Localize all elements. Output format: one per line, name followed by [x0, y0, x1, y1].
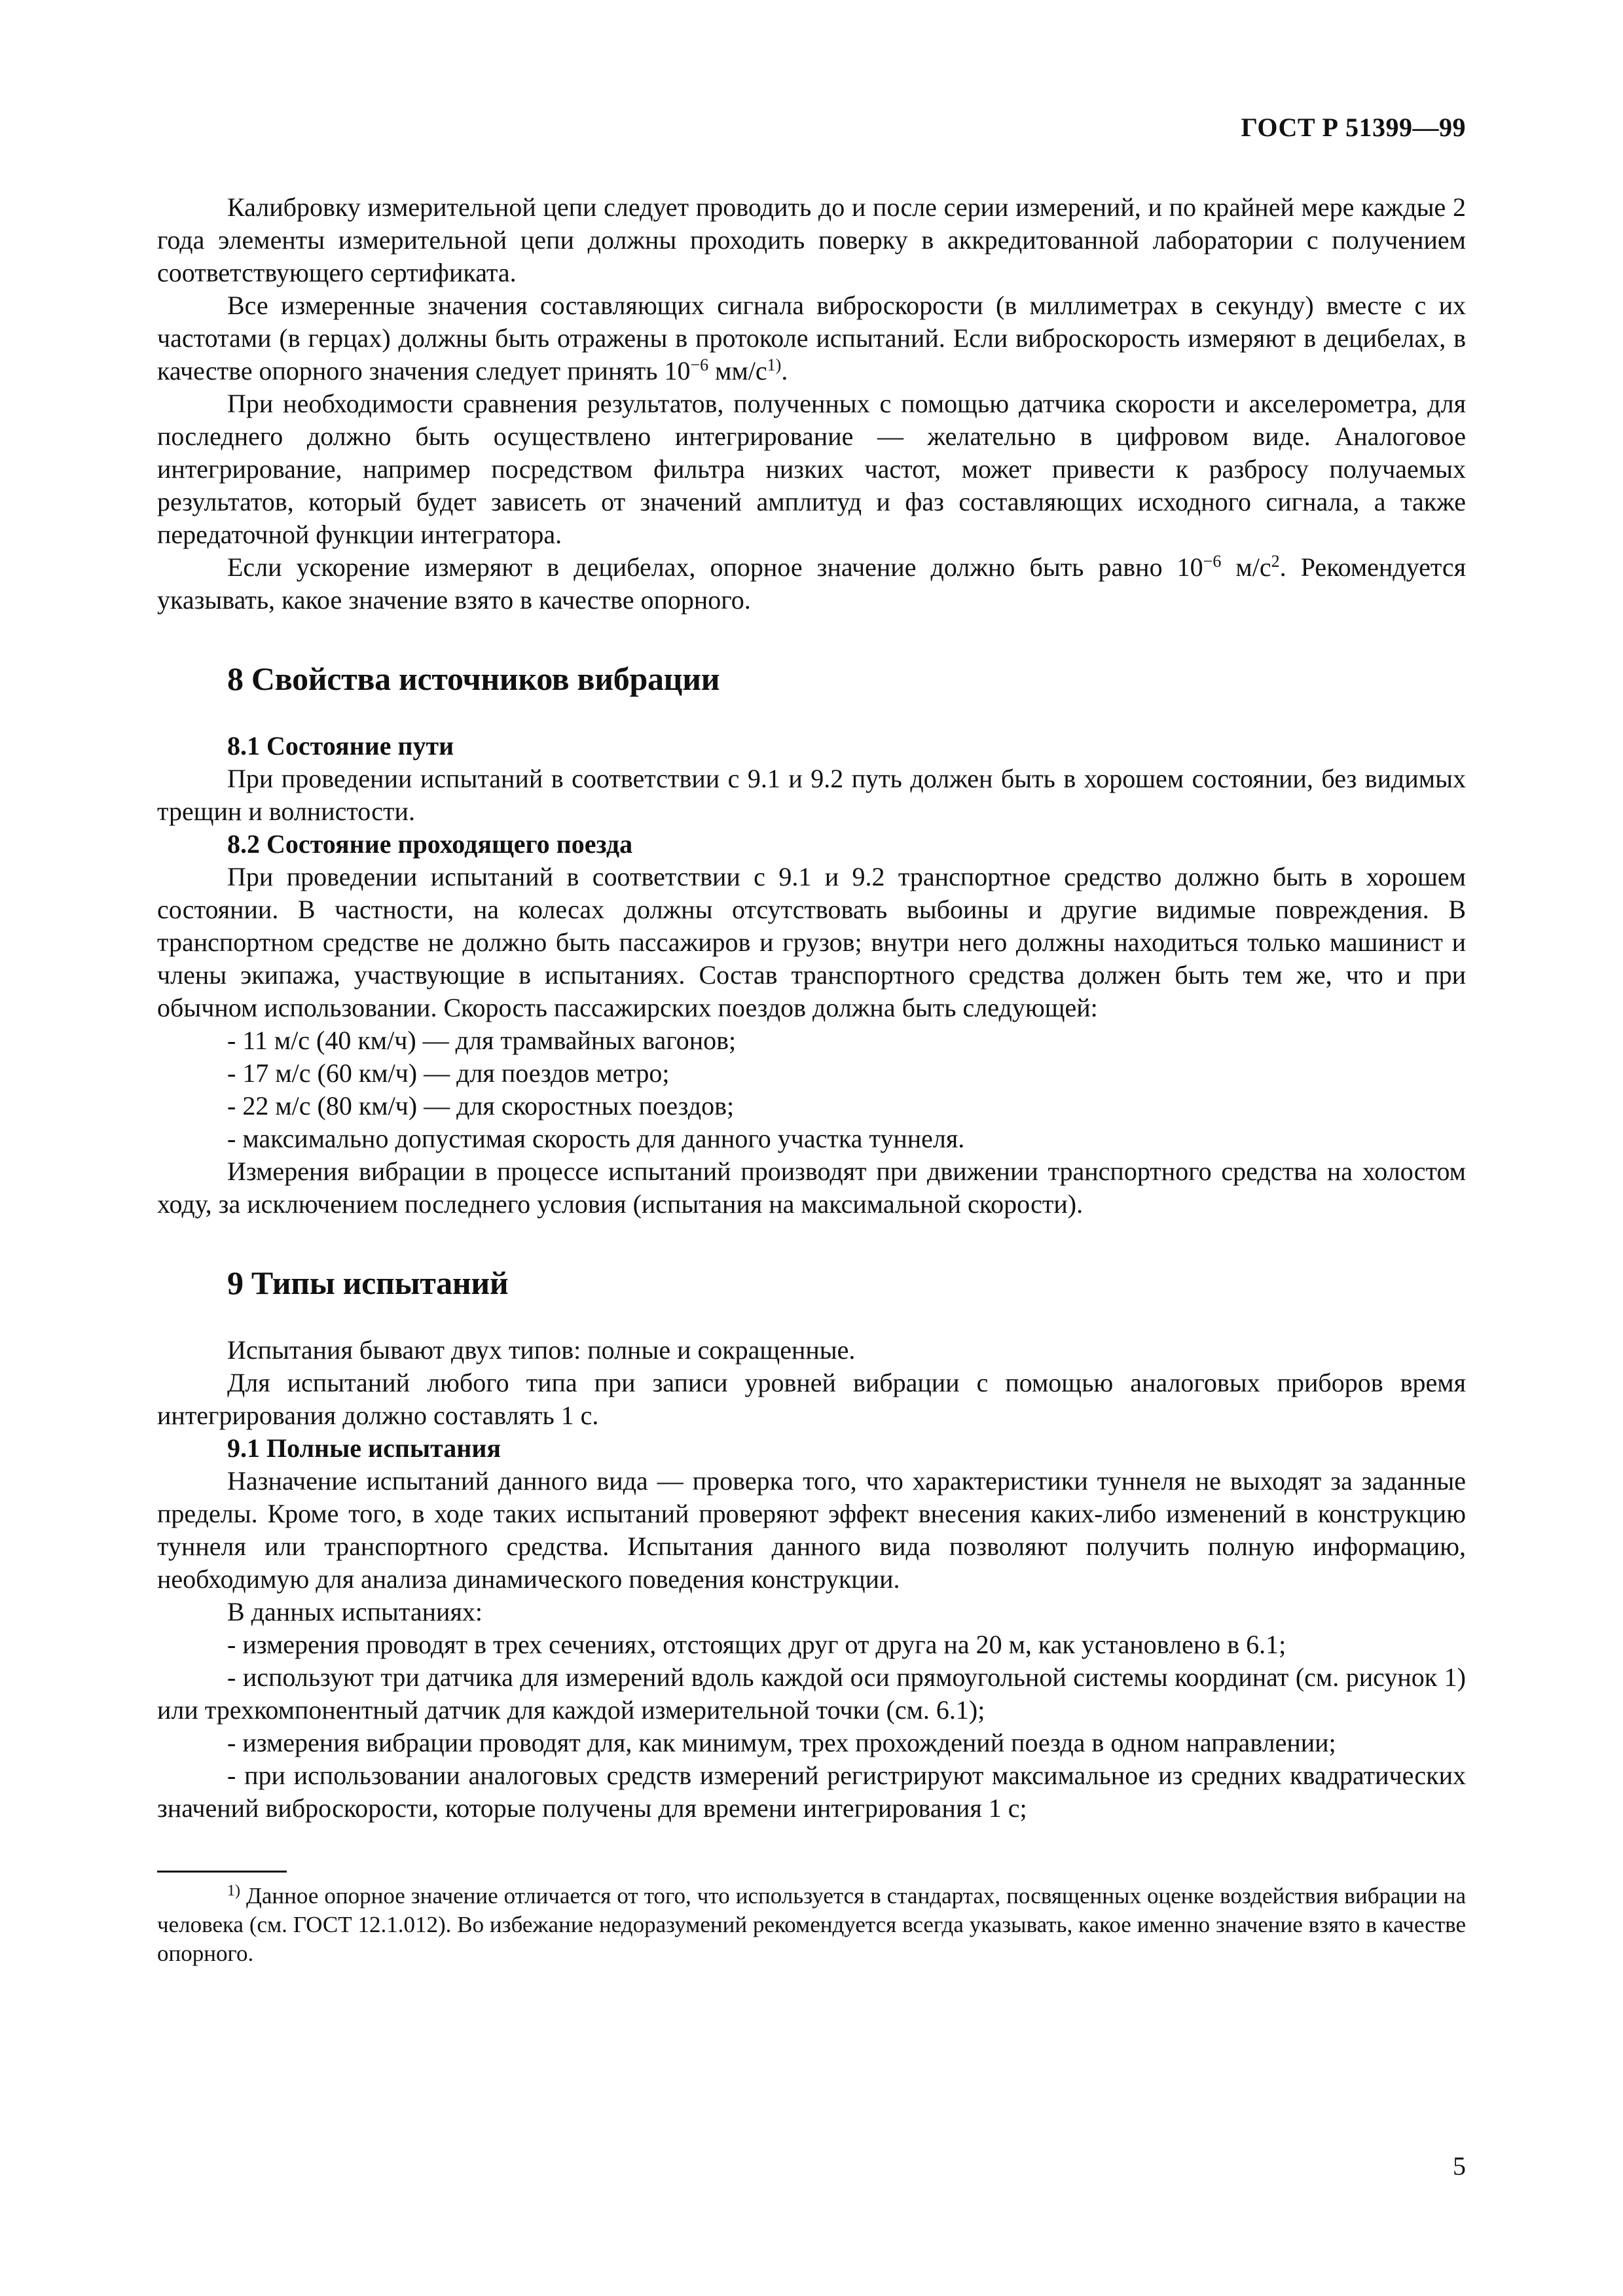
p2-end: .: [781, 356, 788, 386]
intro-paragraph-2: [157, 289, 1466, 387]
p4-text: Если ускорение измеряют в децибелах, опорное значение должно быть равно 10: [227, 552, 1203, 582]
footnote-mark: 1): [227, 1882, 240, 1899]
speed-list-item: - максимально допустимая скорость для данного участка туннеля.: [227, 1124, 965, 1153]
subsection-9-1-lead: В данных испытаниях:: [227, 1597, 483, 1626]
section-9-heading: 9 Типы испытаний: [227, 1265, 509, 1301]
test-list-item: - измерения проводят в трех сечениях, отстоящих друг от друга на 20 м, как установлено в 6.1;: [227, 1630, 1286, 1659]
subsection-8-1-heading: 8.1 Состояние пути: [227, 731, 454, 761]
page-number: 5: [1453, 2151, 1466, 2181]
test-list-item: - при использовании аналоговых средств измерений регистрируют максимальное из средних квадратических значений виброскорости, которые получены для времени интегрирования 1 с;: [157, 1761, 1466, 1823]
speed-list-item: - 11 м/с (40 км/ч) — для трамвайных вагонов;: [227, 1026, 737, 1055]
subsection-8-1-text: При проведении испытаний в соответствии с 9.1 и 9.2 путь должен быть в хорошем состоянии, без видимых трещин и волнистости.: [157, 764, 1466, 826]
intro-paragraph-4: [157, 551, 1466, 617]
subsection-9-1-text: Назначение испытаний данного вида — проверка того, что характеристики туннеля не выходят за заданные пределы. Кроме того, в ходе таких испытаний проверяют эффект внесения каких-либо изменений в конструкцию туннеля или транспортного средства. Испытания данного вида позволяют получить полную информацию, необходимую для анализа динамического поведения конструкции.: [157, 1466, 1466, 1594]
p2-exponent: −6: [690, 355, 709, 374]
intro-paragraph-1: Калибровку измерительной цепи следует проводить до и после серии измерений, и по крайней мере каждые 2 года элементы измерительной цепи должны проходить поверку в аккредитованной лаборатории с получением соответствующего сертификата.: [157, 192, 1466, 287]
test-list-item: - используют три датчика для измерений вдоль каждой оси прямоугольной системы координат (см. рисунок 1) или трехкомпонентный датчик для каждой измерительной точки (см. 6.1);: [157, 1662, 1466, 1725]
main-content: [157, 191, 1466, 1968]
footnote-text: Данное опорное значение отличается от того, что используется в стандартах, посвященных оценке воздействия вибрации на человека (см. ГОСТ 12.1.012). Во избежание недоразумений рекомендуется всегда указывать, какое именно значение взято в качестве опорного.: [157, 1883, 1466, 1966]
speed-list-item: - 22 м/с (80 км/ч) — для скоростных поездов;: [227, 1091, 735, 1121]
section-8-heading: 8 Свойства источников вибрации: [227, 660, 720, 697]
p4-after: . Рекомендуется указывать, какое значение взято в качестве опорного.: [157, 552, 1467, 615]
test-list-item: - измерения вибрации проводят для, как минимум, трех прохождений поезда в одном направлении;: [227, 1728, 1336, 1757]
footnote: [157, 1882, 1466, 1968]
p2-unit: мм/с: [708, 356, 767, 386]
speed-list-item: - 17 м/с (60 км/ч) — для поездов метро;: [227, 1058, 670, 1088]
p2-text: Все измеренные значения составляющих сигнала виброскорости (в миллиметрах в секунду) вместе с их частотами (в герцах) должны быть отражены в протоколе испытаний. Если виброскорость измеряют в децибелах, в качестве опорного значения следует принять 10: [157, 291, 1466, 386]
intro-paragraph-3: При необходимости сравнения результатов, полученных с помощью датчика скорости и акселерометра, для последнего должно быть осуществлено интегрирование — желательно в цифровом виде. Аналоговое интегрирование, например посредством фильтра низких частот, может привести к разбросу получаемых результатов, который будет зависеть от значений амплитуд и фаз составляющих исходного сигнала, а также передаточной функции интегратора.: [157, 389, 1466, 549]
footnote-divider: [157, 1871, 287, 1873]
p4-exponent: −6: [1203, 552, 1222, 571]
subsection-9-1-heading: 9.1 Полные испытания: [227, 1433, 501, 1463]
standard-code-header: ГОСТ Р 51399—99: [1241, 113, 1466, 142]
footnote-reference: 1): [767, 355, 782, 374]
p4-square: 2: [1271, 552, 1280, 571]
subsection-8-2-text: При проведении испытаний в соответствии с 9.1 и 9.2 транспортное средство должно быть в хорошем состоянии. В частности, на колесах должны отсутствовать выбоины и другие видимые повреждения. В транспортном средстве не должно быть пассажиров и грузов; внутри него должны находиться только машинист и члены экипажа, участвующие в испытаниях. Состав транспортного средства должен быть тем же, что и при обычном использовании. Скорость пассажирских поездов должна быть следующей:: [157, 862, 1466, 1022]
subsection-8-2-closing: Измерения вибрации в процессе испытаний производят при движении транспортного средства на холостом ходу, за исключением последнего условия (испытания на максимальной скорости).: [157, 1157, 1466, 1219]
section-9-paragraph-2: Для испытаний любого типа при записи уровней вибрации с помощью аналоговых приборов время интегрирования должно составлять 1 с.: [157, 1368, 1466, 1430]
section-9-paragraph-1: Испытания бывают двух типов: полные и сокращенные.: [227, 1335, 856, 1365]
p4-unit: м/с: [1221, 552, 1271, 582]
subsection-8-2-heading: 8.2 Состояние проходящего поезда: [227, 829, 633, 859]
